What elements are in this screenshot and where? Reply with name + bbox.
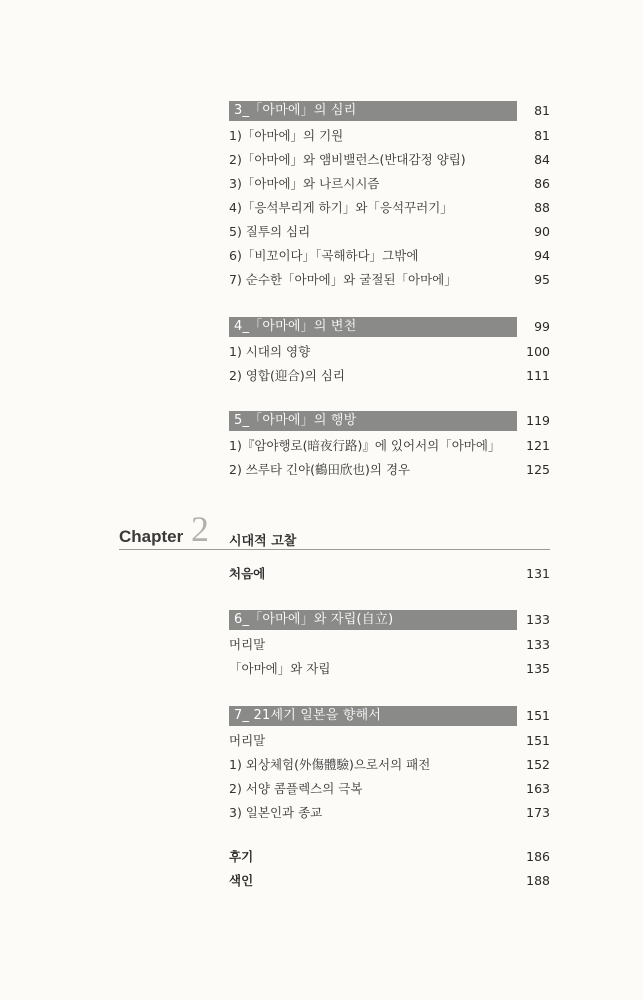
entry-page-number: 151 (526, 733, 550, 748)
toc-entry[interactable] (229, 269, 550, 293)
toc-entry[interactable] (229, 221, 550, 245)
toc-section-5 (229, 411, 550, 483)
toc-entry[interactable] (229, 563, 550, 587)
toc-entry[interactable] (229, 754, 550, 778)
entry-title: 머리말 (229, 733, 266, 748)
section-page-number: 133 (526, 612, 550, 627)
entry-page-number: 188 (526, 873, 550, 888)
chapter-title[interactable]: 시대적 고찰 (229, 534, 297, 549)
entry-title: 처음에 (229, 566, 266, 581)
entry-title: 후기 (229, 849, 254, 864)
toc-backmatter (229, 846, 550, 894)
section-page-number: 151 (526, 708, 550, 723)
toc-entry[interactable] (229, 125, 550, 149)
toc-entry[interactable] (229, 658, 550, 682)
entry-title: 2)「아마에」와 앰비밸런스(반대감정 양립) (229, 152, 466, 167)
entry-page-number: 186 (526, 849, 550, 864)
toc-section-7 (229, 706, 550, 826)
toc-chapter-intro (229, 563, 550, 587)
section-header[interactable] (229, 317, 550, 337)
entry-page-number: 100 (526, 344, 550, 359)
entry-page-number: 125 (526, 462, 550, 477)
entry-title: 3)「아마에」와 나르시시즘 (229, 176, 380, 191)
entry-title: 1) 시대의 영향 (229, 344, 311, 359)
toc-section-6 (229, 610, 550, 682)
entry-page-number: 88 (534, 200, 550, 215)
entry-title: 색인 (229, 873, 254, 888)
toc-entry[interactable] (229, 435, 550, 459)
section-page-number: 81 (534, 103, 550, 118)
entry-title: 2) 서양 콤플렉스의 극복 (229, 781, 363, 796)
toc-section-3 (229, 101, 550, 293)
section-title: 5_「아마에」의 행방 (234, 413, 357, 428)
entry-page-number: 95 (534, 272, 550, 287)
section-title: 6_「아마에」와 자립(自立) (234, 612, 394, 627)
entry-title: 1)「아마에」의 기원 (229, 128, 344, 143)
entry-title: 3) 일본인과 종교 (229, 805, 323, 820)
entry-page-number: 121 (526, 438, 550, 453)
entry-title: 6)「비꼬이다」「곡해하다」그밖에 (229, 248, 419, 263)
toc-entry[interactable] (229, 802, 550, 826)
section-header[interactable] (229, 610, 550, 630)
entry-page-number: 94 (534, 248, 550, 263)
section-header[interactable] (229, 411, 550, 431)
toc-entry[interactable] (229, 197, 550, 221)
entry-title: 5) 질투의 심리 (229, 224, 311, 239)
entry-page-number: 131 (526, 566, 550, 581)
entry-title: 머리말 (229, 637, 266, 652)
toc-entry[interactable] (229, 459, 550, 483)
entry-page-number: 81 (534, 128, 550, 143)
entry-page-number: 135 (526, 661, 550, 676)
chapter-divider (119, 549, 550, 550)
toc-entry-afterword[interactable] (229, 846, 550, 870)
entry-title: 「아마에」와 자립 (229, 661, 331, 676)
toc-entry[interactable] (229, 149, 550, 173)
section-title: 7_ 21세기 일본을 향해서 (234, 708, 382, 723)
entry-page-number: 90 (534, 224, 550, 239)
section-title: 4_「아마에」의 변천 (234, 319, 357, 334)
section-page-number: 119 (526, 413, 550, 428)
entry-page-number: 152 (526, 757, 550, 772)
section-header[interactable] (229, 706, 550, 726)
entry-title: 1) 외상체험(外傷體驗)으로서의 패전 (229, 757, 431, 772)
entry-page-number: 86 (534, 176, 550, 191)
toc-entry[interactable] (229, 778, 550, 802)
toc-entry[interactable] (229, 730, 550, 754)
entry-page-number: 133 (526, 637, 550, 652)
toc-section-4 (229, 317, 550, 389)
entry-page-number: 173 (526, 805, 550, 820)
toc-entry[interactable] (229, 634, 550, 658)
entry-title: 2) 쓰루타 긴야(鶴田欣也)의 경우 (229, 462, 411, 477)
toc-entry[interactable] (229, 245, 550, 269)
toc-entry[interactable] (229, 341, 550, 365)
toc-entry-index[interactable] (229, 870, 550, 894)
entry-title: 2) 영합(迎合)의 심리 (229, 368, 345, 383)
section-page-number: 99 (534, 319, 550, 334)
toc-entry[interactable] (229, 173, 550, 197)
entry-title: 7) 순수한「아마에」와 굴절된「아마에」 (229, 272, 457, 287)
chapter-number: 2 (191, 509, 209, 549)
entry-page-number: 111 (526, 368, 550, 383)
chapter-heading (119, 509, 550, 551)
toc-entry[interactable] (229, 365, 550, 389)
entry-title: 1)『암야행로(暗夜行路)』에 있어서의「아마에」 (229, 438, 501, 453)
chapter-label: Chapter (119, 527, 184, 546)
section-title: 3_「아마에」의 심리 (234, 103, 357, 118)
entry-page-number: 163 (526, 781, 550, 796)
entry-title: 4)「응석부리게 하기」와「응석꾸러기」 (229, 200, 453, 215)
entry-page-number: 84 (534, 152, 550, 167)
section-header[interactable] (229, 101, 550, 121)
